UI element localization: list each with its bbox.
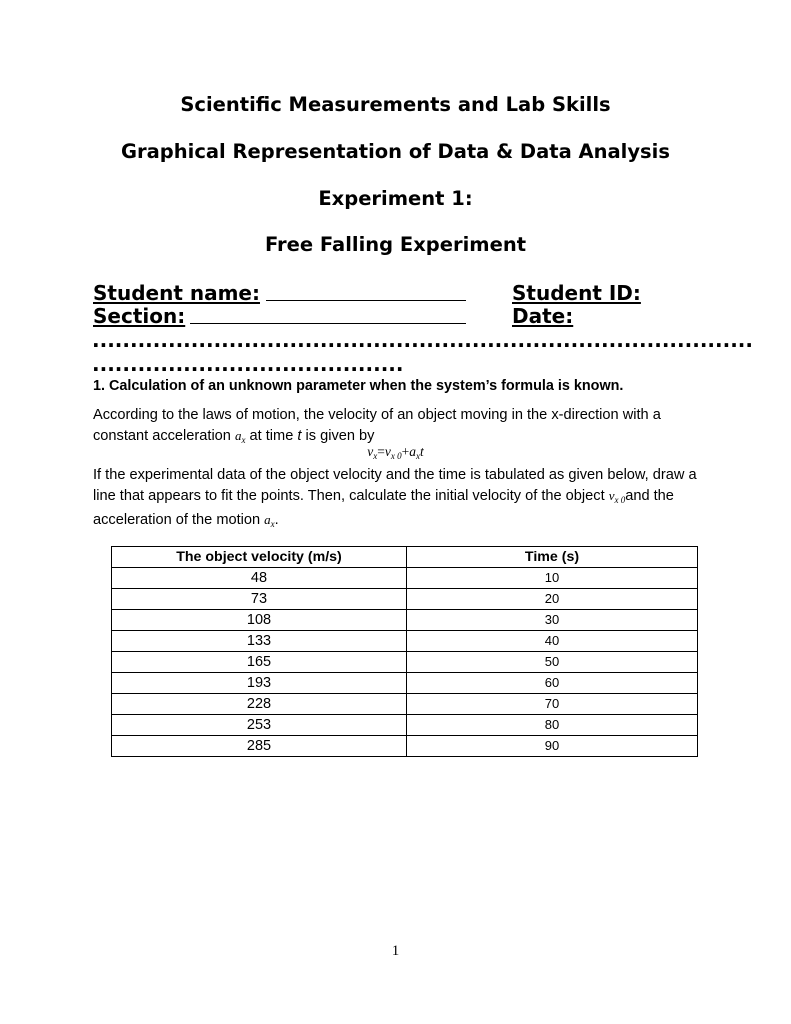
symbol-a: a	[264, 512, 271, 527]
paragraph-text: .	[274, 512, 279, 528]
velocity-column-header: The object velocity (m/s)	[112, 547, 407, 568]
time-cell: 50	[407, 652, 698, 673]
time-cell: 80	[407, 715, 698, 736]
paragraph-text: at time	[245, 427, 298, 444]
student-name-field[interactable]	[266, 300, 466, 301]
eq-t: t	[419, 444, 424, 459]
eq-v-sub: x	[373, 451, 378, 461]
student-id-label: Student ID:	[512, 281, 641, 305]
paragraph-instructions	[93, 465, 703, 535]
velocity-cell: 253	[112, 715, 407, 736]
time-cell: 70	[407, 694, 698, 715]
paragraph-text: is given by	[301, 427, 375, 444]
table-row	[112, 694, 698, 715]
section-field[interactable]	[190, 323, 466, 324]
paragraph-text: If the experimental data of the object velocity and the time is tabulated as given below, draw a line that appears to fit the points. Then, calculate the initial velocity of the object	[93, 467, 697, 504]
dotted-separator: .......................................................................................	[92, 328, 753, 352]
symbol-subscript: x	[270, 519, 275, 529]
eq-equals: =	[377, 444, 385, 459]
acceleration-symbol	[235, 428, 246, 443]
eq-a: a	[409, 444, 416, 459]
acceleration-symbol	[264, 512, 275, 527]
initial-velocity-symbol	[609, 488, 626, 503]
eq-v: v	[367, 444, 374, 459]
time-column-header: Time (s)	[407, 547, 698, 568]
eq-v0-sub: x 0	[390, 451, 402, 461]
date-label: Date:	[512, 304, 574, 328]
student-name-label: Student name:	[93, 281, 260, 305]
velocity-cell: 285	[112, 736, 407, 757]
velocity-cell: 48	[112, 568, 407, 589]
symbol-subscript: x	[241, 434, 246, 445]
table-header-row	[112, 547, 698, 568]
table-row	[112, 568, 698, 589]
table-row	[112, 589, 698, 610]
eq-a-sub: x	[415, 451, 420, 461]
time-cell: 10	[407, 568, 698, 589]
eq-v0: v	[384, 444, 391, 459]
document-title: Scientific Measurements and Lab Skills	[180, 93, 611, 116]
table-row	[112, 631, 698, 652]
velocity-cell: 228	[112, 694, 407, 715]
velocity-cell: 165	[112, 652, 407, 673]
table-row	[112, 610, 698, 631]
document-subtitle: Graphical Representation of Data & Data Analysis	[121, 140, 670, 163]
experiment-number: Experiment 1:	[318, 187, 473, 210]
table-row	[112, 736, 698, 757]
velocity-cell: 108	[112, 610, 407, 631]
velocity-cell: 133	[112, 631, 407, 652]
time-cell: 20	[407, 589, 698, 610]
table-row	[112, 715, 698, 736]
page-number: 1	[391, 943, 400, 959]
section-heading: 1. Calculation of an unknown parameter when the system’s formula is known.	[93, 378, 624, 394]
table-row	[112, 673, 698, 694]
velocity-time-table	[111, 546, 698, 757]
velocity-equation	[0, 443, 791, 465]
dotted-separator-continued: .........................................	[92, 352, 404, 376]
velocity-cell: 193	[112, 673, 407, 694]
symbol-v: v	[608, 487, 615, 503]
time-cell: 90	[407, 736, 698, 757]
velocity-cell: 73	[112, 589, 407, 610]
time-cell: 40	[407, 631, 698, 652]
experiment-title: Free Falling Experiment	[264, 233, 527, 256]
section-label: Section:	[93, 304, 186, 328]
eq-plus: +	[401, 444, 410, 459]
time-cell: 60	[407, 673, 698, 694]
time-symbol: t	[297, 427, 302, 444]
table-row	[112, 652, 698, 673]
symbol-subscript: x 0	[614, 494, 626, 505]
symbol-a: a	[234, 427, 242, 443]
paragraph-text: and the acceleration of the motion	[93, 487, 674, 528]
time-cell: 30	[407, 610, 698, 631]
paragraph-text: According to the laws of motion, the velocity of an object moving in the x-direction with a constant acceleration	[93, 407, 661, 444]
